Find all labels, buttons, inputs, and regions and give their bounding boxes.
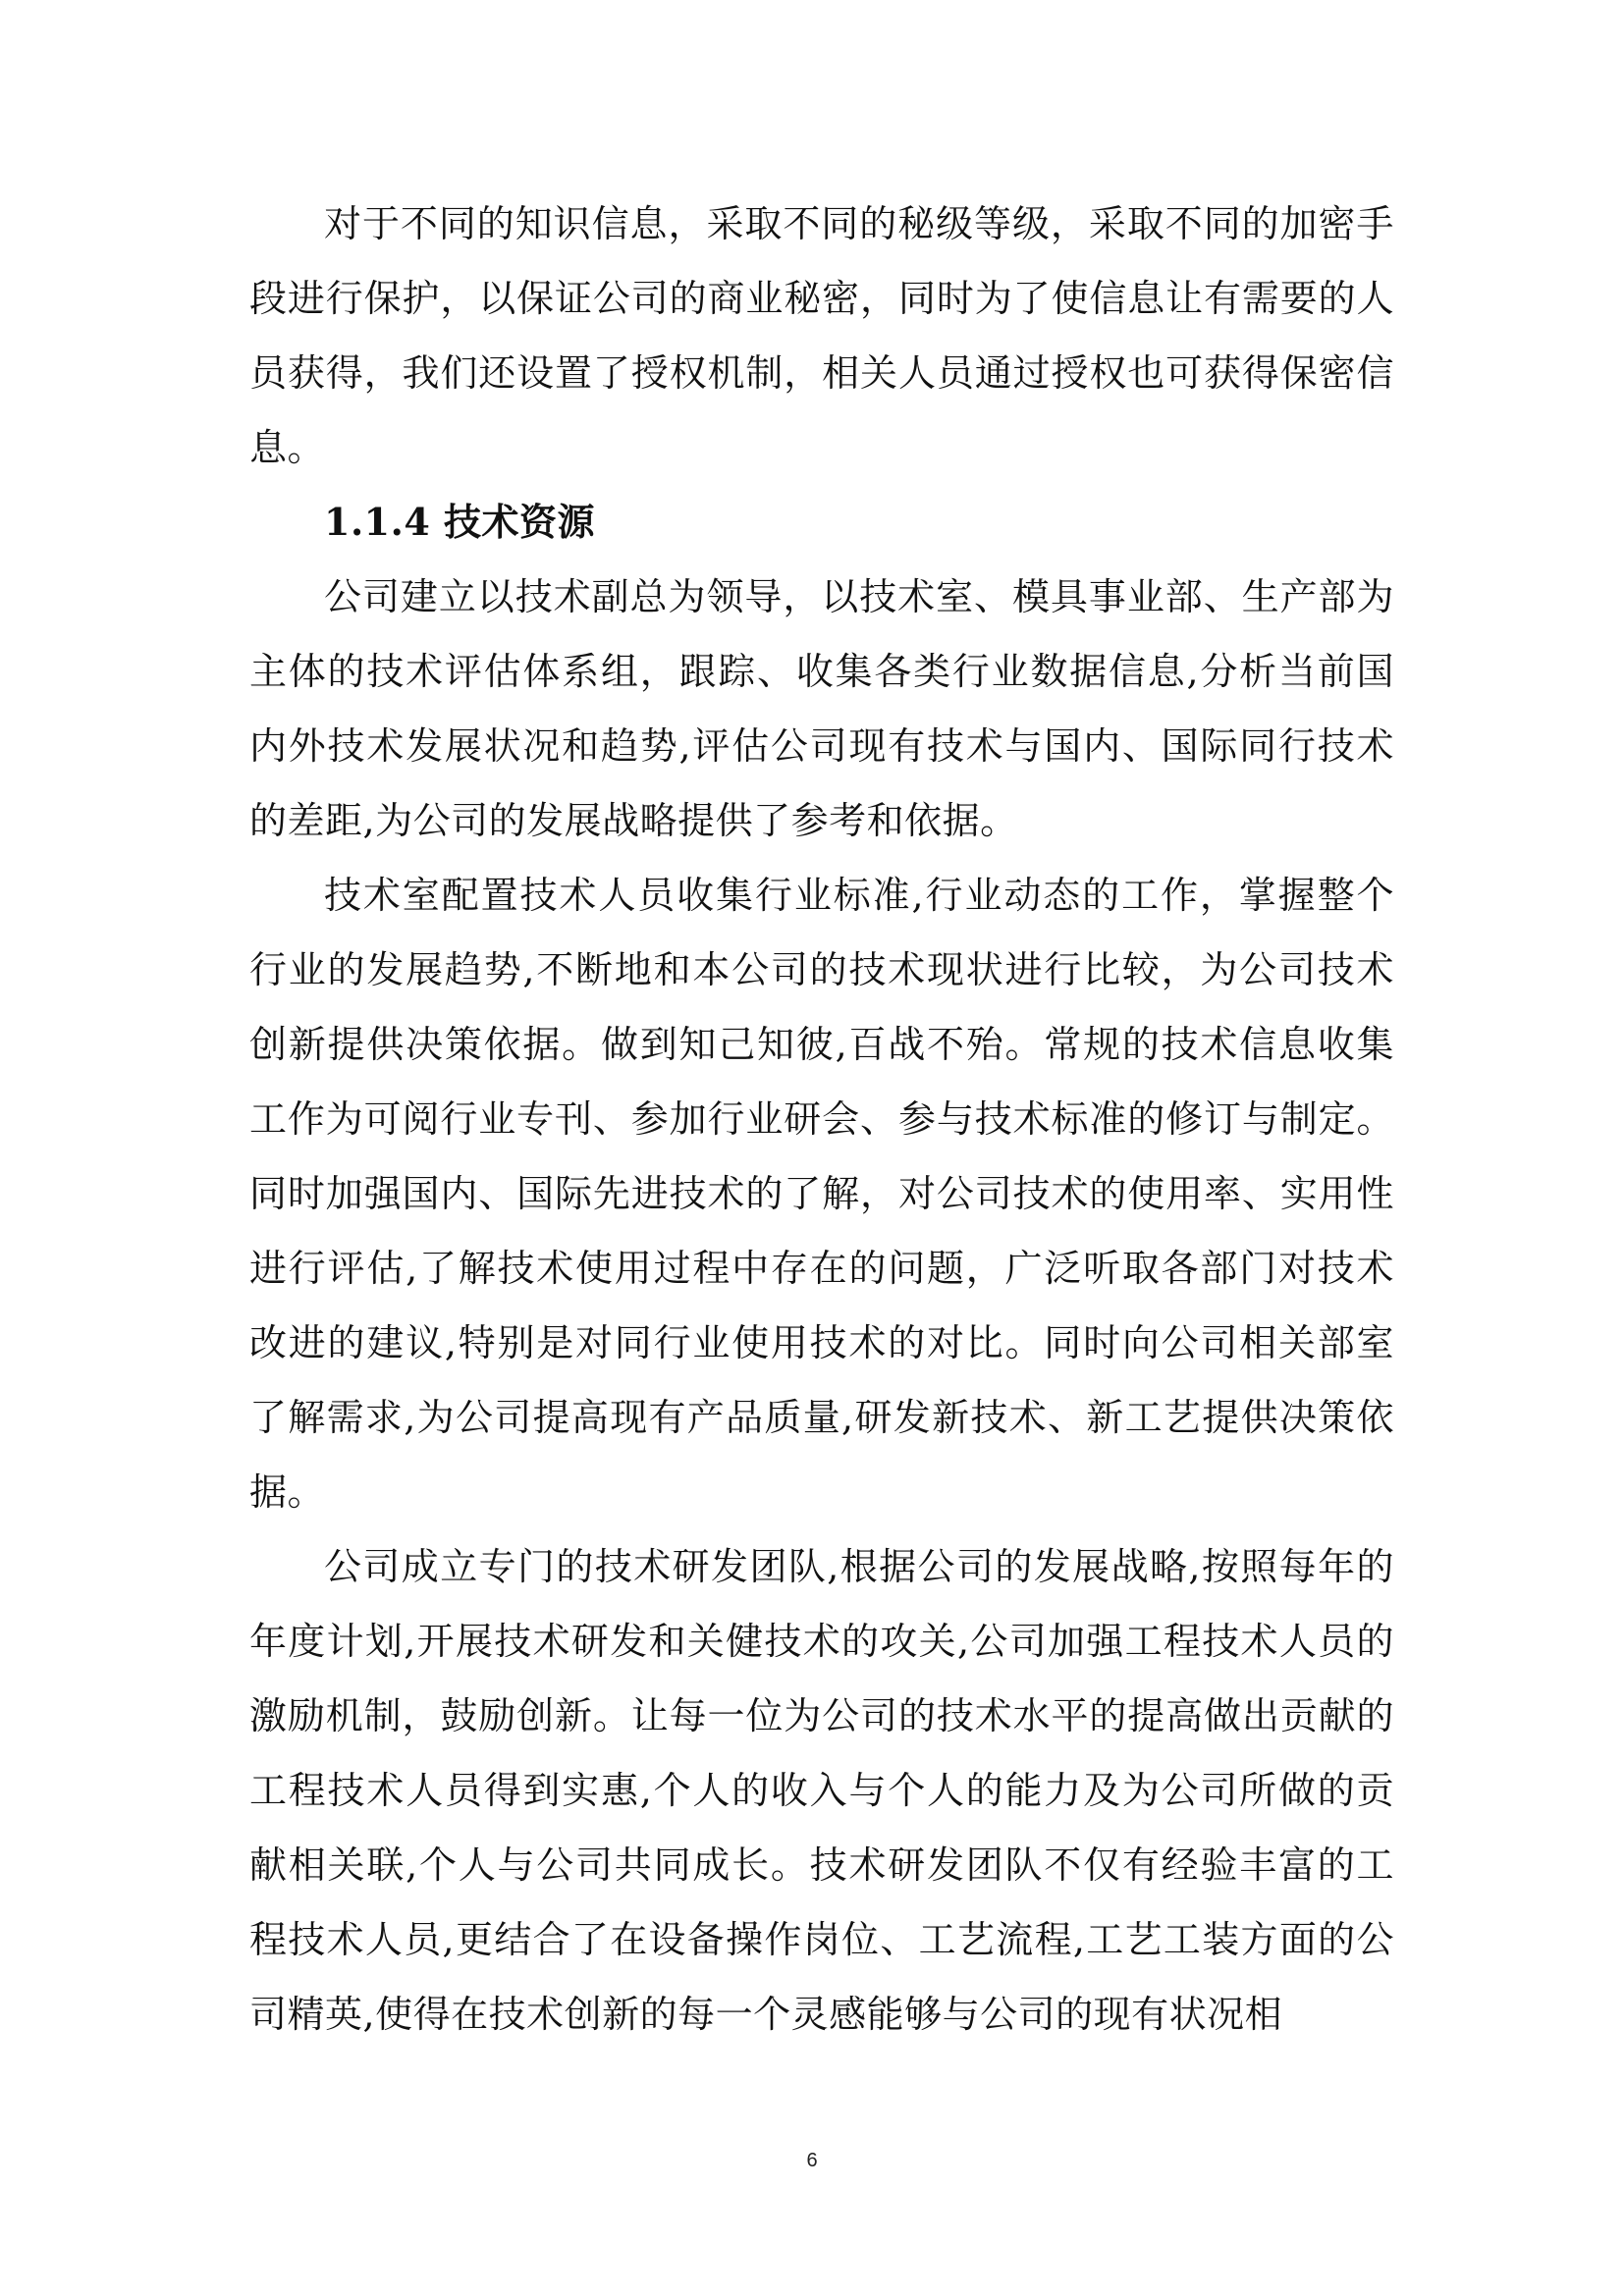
paragraph-confidentiality: 对于不同的知识信息，采取不同的秘级等级，采取不同的加密手段进行保护，以保证公司的商业秘密，同时为了使信息让有需要的人员获得，我们还设置了授权机制，相关人员通过授权也可获得保密信息。	[249, 202, 1394, 469]
page-number: 6	[806, 2150, 818, 2171]
section-heading-technical-resources: 1.1.4 技术资源	[324, 500, 596, 544]
paragraph-technical-office: 技术室配置技术人员收集行业标准,行业动态的工作，掌握整个行业的发展趋势,不断地和本公司的技术现状进行比较，为公司技术创新提供决策依据。做到知己知彼,百战不殆。常规的技术信息收集工作为可阅行业专刊、参加行业研会、参与技术标准的修订与制定。同时加强国内、国际先进技术的了解，对公司技术的使用率、实用性进行评估,了解技术使用过程中存在的问题，广泛听取各部门对技术改进的建议,特别是对同行业使用技术的对比。同时向公司相关部室了解需求,为公司提高现有产品质量,研发新技术、新工艺提供决策依据。	[249, 874, 1394, 1514]
paragraph-rd-team: 公司成立专门的技术研发团队,根据公司的发展战略,按照每年的年度计划,开展技术研发和关健技术的攻关,公司加强工程技术人员的激励机制，鼓励创新。让每一位为公司的技术水平的提高做出贡献的工程技术人员得到实惠,个人的收入与个人的能力及为公司所做的贡献相关联,个人与公司共同成长。技术研发团队不仅有经验丰富的工程技术人员,更结合了在设备操作岗位、工艺流程,工艺工装方面的公司精英,使得在技术创新的每一个灵感能够与公司的现有状况相	[249, 1545, 1394, 2036]
paragraph-evaluation-system: 公司建立以技术副总为领导，以技术室、模具事业部、生产部为主体的技术评估体系组，跟踪、收集各类行业数据信息,分析当前国内外技术发展状况和趋势,评估公司现有技术与国内、国际同行技术的差距,为公司的发展战略提供了参考和依据。	[249, 575, 1394, 842]
document-body	[249, 187, 1394, 2052]
